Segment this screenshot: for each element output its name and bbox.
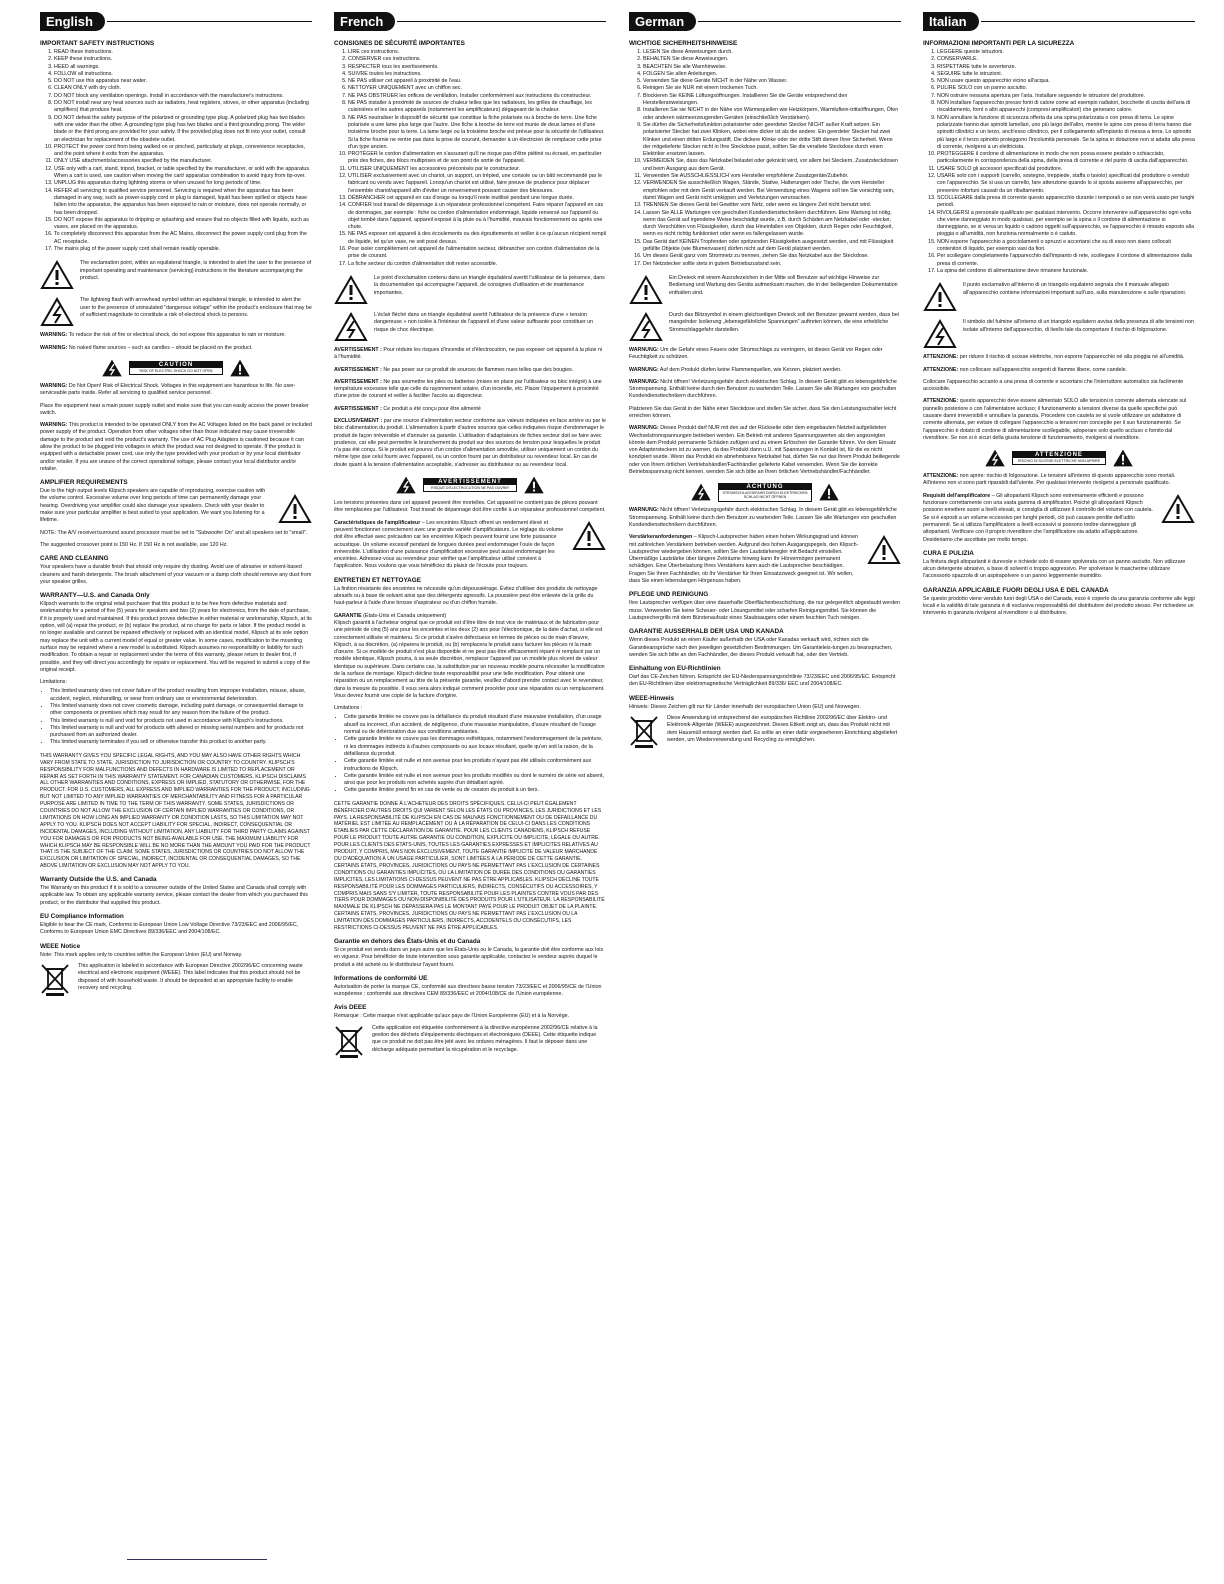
list-item: 13. TRENNEN Sie dieses Gerät bei Gewitter vom Netz, oder wenn es längere Zeit nicht benutzt wird. — [643, 202, 901, 209]
exclamation-triangle-icon — [629, 275, 663, 305]
exclamation-triangle-icon — [229, 358, 251, 378]
column-german — [629, 10, 901, 1570]
safety-title: INFORMAZIONI IMPORTANTI PER LA SICUREZZA — [923, 40, 1075, 47]
list-item: 11. USARE SOLO gli accessori specificati dal produttore. — [937, 166, 1195, 173]
lightning-notice — [334, 312, 606, 342]
warranty-text: Klipsch warrants to the original retail purchaser that this product is to be free from defective materials and workmanship for a period of five (5) years for speakers and two (2) years for electronics, from the date of purchase, if it is properly used and maintained. If this product proves defective in either material or workmanship, Klipsch, at its option, will (a) repair the product, or (b) replace the product, at no charge for parts or labor. If the product model is no longer available and cannot be repaired effectively or replaced with an identical model, Klipsch at its sole option may replace the unit with a current model of equal or greater value. In some cases, modification to the mounting surface may be required where a new model is substituted. Klipsch assumes no responsibility or liability for such modification. To obtain a repair or replacement under the terms of this warranty, please return to dealer first, if possible, and they will direct you accordingly for repairs or replacement. You will be required to submit a copy of the original receipt. — [40, 601, 312, 673]
list-item: • Cette garantie limitée ne couvre pas la défaillance du produit résultant d'une mauvaise installation, d'un usage abusif ou incorrect, d'un accident, de négligence, d'une mauvaise manipulation, d'usure résultant de l'usage normal ou de détérioration due aux conditions ambiantes. — [344, 714, 606, 736]
list-item: 8. NE PAS installer à proximité de sources de chaleur telles que les radiateurs, les grilles de chauffage, les cuisinières et les autres appareils (notamment les amplificateurs) dégageant de la chaleur. — [348, 100, 606, 115]
lightning-text: Il simbolo del fulmine all'interno di un triangolo equilatero avvisa della presenza di alte tensioni non isolate all'interno dell'apparecchio, di livello tale da comportare il rischio di folgorazione. — [963, 319, 1194, 333]
list-item: 5. NE PAS utiliser cet appareil à proximité de l'eau. — [348, 78, 606, 85]
list-item: 12. UTILISER exclusivement avec un chariot, un support, un trépied, une console ou un bâti recommandé par le fabricant ou vendu avec l'appareil. Lorsqu'un chariot est utilisé, faire preuve de prudence pour déplacer l'ensemble chariot/appareil afin d'éviter un renversement pouvant causer des blessures. — [348, 173, 606, 195]
lightning-notice — [629, 312, 901, 342]
care-title: PFLEGE UND REINIGUNG — [629, 591, 709, 599]
list-item: • This limited warranty terminates if you sell or otherwise transfer this product to another party. — [50, 739, 312, 746]
list-item: 14. RIVOLGERSI a personale qualificato per qualsiasi intervento. Occorre intervenire sull'apparecchio ogni volta che viene danneggiato in modo qualsiasi, per esempio se la spina o il cordone di alimentazione si danneggiano, se si versa un liquido o cadono oggetti sull'apparecchio, se l'apparecchio è rimasto esposto alla pioggia o all'umidità, non funziona normalmente o è caduto. — [937, 210, 1195, 239]
list-item: 9. DO NOT defeat the safety purpose of the polarized or grounding type plug. A polarized plug has two blades with one wider than the other. A grounding type plug has two blades and a third grounding prong. The wider blade or the third prong are provided for your safety. If the provided plug does not fit into your outlet, consult an electrician for replacement of the obsolete outlet. — [54, 115, 312, 144]
caution-label — [395, 475, 545, 495]
list-item: 5. DO NOT use this apparatus near water. — [54, 78, 312, 85]
care-title: CURA E PULIZIA — [923, 549, 974, 557]
outside-warranty-title: Warranty Outside the U.S. and Canada — [40, 876, 157, 884]
list-item: 10. PROTEGGERE il cordone di alimentazione in modo che non possa essere pestato o schiacciato, particolarmente in corrispondenza della spina, della presa di corrente e del punto di uscita dall'apparecchio. — [937, 151, 1195, 166]
placement-paragraph: Collocare l'apparecchio accanto a una presa di corrente e accertarsi che l'interruttore automatico sia facilmente accessibile. — [923, 378, 1184, 393]
caution-title: AVERTISSEMENT — [424, 479, 516, 485]
caution-title: CAUTION — [130, 362, 222, 368]
column-english — [40, 10, 312, 1570]
language-header — [923, 10, 1195, 32]
exclamation-notice — [923, 282, 1195, 312]
language-tab: English — [40, 12, 105, 31]
placement-paragraph: Platzieren Sie das Gerät in der Nähe einer Steckdose und stellen Sie sicher, dass Sie den Leistungsschalter leicht erreichen können. — [629, 405, 897, 419]
list-item: 1. LESEN Sie diese Anweisungen durch. — [643, 49, 901, 56]
crossed-bin-icon — [40, 963, 70, 997]
weee-notice — [629, 715, 901, 749]
legal-paragraph: CETTE GARANTIE DONNE À L'ACHETEUR DES DROITS SPÉCIFIQUES. CELUI-CI PEUT ÉGALEMENT BÉNÉFICIER D'AUTRES DROITS QUI VARIENT SELON LES ÉTATS OU PROVINCES, LES JURIDICTIONS ET LES PAYS. LA RESPONSABILITÉ DE KLIPSCH EN CAS DE MAUVAIS FONCTIONNEMENT OU DE DÉFAILLANCE DU MATÉRIEL EST LIMITÉE AU REMPLACEMENT OU À LA RÉPARATION DE CELUI-CI DANS LES CONDITIONS ÉTABLIES PAR CETTE DÉCLARATION DE GARANTIE. POUR LES CLIENTS CANADIENS, KLIPSCH REFUSE POUR LE PRODUIT TOUTE AUTRE GARANTIE OU CONDITION, EXPLICITE OU IMPLICITE, LÉGALE OU AUTRE. POUR LES CLIENTS DES ÉTATS-UNIS, TOUTES LES GARANTIES EXPRESSES ET IMPLICITES RELATIVES AU PRODUIT, Y COMPRIS, MAIS NON EXCLUSIVEMENT, TOUTE GARANTIE IMPLICITE DE VALEUR MARCHANDE OU D'ADÉQUATION À UN USAGE PARTICULIER, SONT LIMITÉES À LA PÉRIODE DE CETTE GARANTIE. CERTAINS ÉTATS, PROVINCES, JURIDICTIONS OU PAYS NE PERMETTANT PAS L'EXCLUSION DE CERTAINES CONDITIONS OU GARANTIES IMPLICITES, OU LA LIMITATION DE DURÉE DES CONDITIONS OU GARANTIES IMPLICITES, LES LIMITATIONS CI-DESSUS PEUVENT NE PAS ÊTRE APPLICABLES. KLIPSCH DÉCLINE TOUTE RESPONSABILITÉ POUR LES DOMMAGES PARTICULIERS, INDIRECTS, CONSÉCUTIFS OU ACCESSOIRES, Y COMPRIS MAIS SANS S'Y LIMITER, TOUTE RESPONSABILITÉ POUR LES PLAINTES CONTRE VOUS PAR DES TIERS POUR DOMMAGES OU NON-DISPONIBILITÉ DES PRODUITS POUR L'UTILISATEUR. LA RESPONSABILITÉ MAXIMALE DE KLIPSCH NE DÉPASSERA PAS LE MONTANT PAYÉ POUR LE PRODUIT OBJET DE LA PLAINTE. CERTAINS ÉTATS, PROVINCES, JURIDICTIONS OU PAYS NE PERMETTANT PAS L'EXCLUSION OU LA LIMITATION DES DOMMAGES PARTICULIERS, INDIRECTS, ACCIDENTELS OU CONSÉCUTIFS, LES RESTRICTIONS CI-DESSUS PEUVENT NE PAS ÊTRE APPLICABLES. — [334, 800, 605, 932]
footer-rule — [127, 1559, 267, 1560]
safety-instructions — [40, 49, 312, 253]
list-item: 2. CONSERVER ces instructions. — [348, 56, 606, 63]
list-item: 1. LEGGERE queste istruzioni. — [937, 49, 1195, 56]
outside-warranty-title: Garantie en dehors des États-Unis et du Canada — [334, 937, 481, 945]
list-item: 7. NON ostruire nessuna apertura per l'aria. Installare seguendo le istruzioni del produttore. — [937, 93, 1195, 100]
weee-notice — [334, 1025, 606, 1059]
weee-intro: Note: This mark applies only to countries within the European Union (EU) and Norway. — [40, 951, 243, 958]
care-text: Your speakers have a durable finish that should only require dry dusting. Avoid use of abrasive or solvent-based cleaners and harsh detergents. The brush attachment of your vacuum or a damp cloth should remove any dust from your speaker grilles. — [40, 564, 312, 585]
warranty-text: Wenn dieses Produkt an einen Käufer außerhalb der USA oder Kanadas verkauft wird, richten sich die Garantieansprüche nach den jeweiligen gesetzlichen Bestimmungen. Um Garantieleis-tungen zu beanspruchen, wenden Sie sich bitte an den Fachhändler, der dieses Produkt verkauft hat, oder den Vertrieb. — [629, 637, 893, 658]
lightning-triangle-icon — [40, 297, 74, 327]
list-item: 17. The mains plug of the power supply cord shall remain readily operable. — [54, 246, 312, 253]
caution-subtitle: RISK OF ELECTRIC SHOCK DO NOT OPEN — [139, 368, 213, 373]
warranty-title: WARRANTY—U.S. and Canada Only — [40, 592, 150, 600]
list-item: 14. REFER all servicing to qualified service personnel. Servicing is required when the apparatus has been damaged in any way, such as power-supply cord or plug is damaged, liquid has been spilled or objects have fallen into the apparatus, the apparatus has been exposed to rain or moisture, does not operate normally, or has been dropped. — [54, 188, 312, 217]
list-item: 10. PROTECT the power cord from being walked on or pinched, particularly at plugs, convenience receptacles, and the point where it exits from the apparatus. — [54, 144, 312, 159]
exclamation-notice — [334, 275, 606, 305]
caution-subtitle: RISQUE D'ÉLECTROCUTION NE PAS OUVRIR — [431, 485, 509, 490]
list-item: 15. NON esporre l'apparecchio a gocciolamenti o spruzzi e accertarsi che su di esso non siano collocati contenitori di liquido, per esempio vasi da fiori. — [937, 239, 1195, 254]
list-item: 4. FOLLOW all instructions. — [54, 71, 312, 78]
list-item: 14. Lassen Sie ALLE Wartungen von geschulten Kundendiensttechnikern durchführen. Eine Wartung ist nötig, wenn das Gerät auf irgendeine Weise beschädigt wurde, z.B. durch Schäden am Netzkabel oder -stecker, durch Verschütten von Flüssigkeiten, durch das Hineinfallen von Objekten, durch Regen oder Feuchtigkeit, wenn es nicht richtig funktioniert oder wenn es fallengelassen wurde. — [643, 210, 901, 239]
amp-text: Requisiti dell'amplificatore – Gli altoparlanti Klipsch sono estremamente efficienti e possono funzionare correttamente con una vasta gamma di amplificatori. Poiché gli altoparlanti Klipsch possono emettere suoni a livelli elevati, si consiglia di utilizzare il controllo del volume con cautela. Se si è esposti a un volume eccessivo per lunghi periodi, ciò può causare perdite dell'udito permanenti. Se si utilizza l'amplificatore a livelli eccessivi si possono inoltre danneggiare gli altoparlanti. Verificare con il proprio rivenditore che l'amplificatore sia adatto all'applicazione. Desideriamo che ascoltiate per molto tempo. — [923, 492, 1153, 543]
language-header — [334, 10, 606, 32]
weee-text: Diese Anwendung ist entsprechend der europäischen Richtlinie 2002/96/EC über Elektro- und Elektronik-Altgeräte (WEEE) ausgezeichnet. Dieses Etikett zeigt an, dass das Produkt nicht mit dem Hausmüll entsorgt werden darf. Es sollte an einer dafür vorgesehenen Einrichtung abgeliefert werden, um Wiederverwendung und Recycling zu ermöglichen. — [667, 715, 898, 743]
list-item: • This limited warranty is null and void for products with altered or missing serial numbers and for products not purchased from an authorized dealer. — [50, 725, 312, 740]
exclamation-text: Il punto esclamativo all'interno di un triangolo equilatero segnala che il manuale allegato all'apparecchio contiene informazioni importanti sull'uso, sulla manutenzione e sulle riparazioni. — [963, 282, 1187, 296]
limitations-title: Limitations : — [334, 705, 363, 712]
safety-instructions — [923, 49, 1195, 275]
amp-section — [334, 515, 606, 571]
lightning-text: L'éclair fléché dans un triangle équilatéral avertit l'utilisateur de la présence d'une « tension dangereuse » non isolée à l'intérieur de l'appareil et d'une valeur suffisante pour constituer un risque de choc électrique. — [374, 311, 594, 333]
exclamation-text: Ein Dreieck mit einem Ausrufezeichen in der Mitte soll Benutzer auf wichtige Hinweise zur Bedienung und Wartung des Geräts aufmerksam machen, die in der beiliegenden Dokumentation enthalten sind. — [669, 274, 898, 296]
amp-section — [923, 488, 1195, 544]
list-item: • This limited warranty does not cover failure of the product resulting from improper installation, misuse, abuse, accident, neglect, mishandling, or wear from ordinary use or environmental deterioration. — [50, 688, 312, 703]
list-item: 3. RESPECTER tous les avertissements. — [348, 64, 606, 71]
list-item: 15. DO NOT expose this apparatus to dripping or splashing and ensure that no objects filled with liquids, such as vases, are placed on the apparatus. — [54, 217, 312, 232]
list-item: 13. UNPLUG this apparatus during lightning storms or when unused for long periods of time. — [54, 180, 312, 187]
amp-section — [40, 488, 312, 524]
list-item: 10. VERMEIDEN Sie, dass das Netzkabel belastet oder geknickt wird, vor allem bei Steckern, Zusatzsteckdosen und beim Ausgang aus dem Gerät. — [643, 158, 901, 173]
outside-warranty-text: Si ce produit est vendu dans un pays autre que les États-Unis ou le Canada, la garantie doit être conforme aux lois en vigueur. Pour bénéficier de toute intervention sous garantie applicable, contactez le vendeur auprès duquel le produit a été acheté ou le distributeur l'ayant fourni. — [334, 946, 604, 968]
lightning-notice — [40, 297, 312, 327]
lightning-triangle-icon — [923, 319, 957, 349]
caution-label — [101, 358, 251, 378]
weee-intro: Remarque : Cette marque n'est applicable qu'aux pays de l'Union Européenne (EU) et à la Norvège. — [334, 1013, 570, 1020]
warning-paragraph: AVERTISSEMENT : Ce produit a été conçu pour être alimenté — [334, 405, 481, 412]
lightning-triangle-icon — [395, 475, 417, 495]
list-item: 2. BEHALTEN Sie diese Anweisungen. — [643, 56, 901, 63]
list-item: 16. Per scollegare completamente l'apparecchio dall'impianto di rete, scollegare il cordone di alimentazione dalla presa di corrente. — [937, 253, 1195, 268]
caution-title: ACHTUNG — [719, 484, 811, 490]
eu-title: EU Compliance Information — [40, 913, 124, 921]
list-item: 10. PROTÉGER le cordon d'alimentation en s'assurant qu'il ne risque pas d'être piétiné ou écrasé, en particulier près des fiches, des blocs multiprises et de son point de sortie de l'appareil. — [348, 151, 606, 166]
list-item: 16. To completely disconnect this apparatus from the AC Mains, disconnect the power supply cord plug from the AC receptacle. — [54, 231, 312, 246]
caution-subtitle: STROMSCHLAGGEFAHR DURCH ELEKTRISCHEN SCHLAG NICHT ÖFFNEN — [722, 490, 808, 500]
lightning-notice — [923, 319, 1195, 349]
warning-paragraph: WARNING: No naked flame sources – such as candles – should be placed on the product. — [40, 344, 253, 351]
warning-paragraph: WARNUNG: Auf dem Produkt dürfen keine Flammenquellen, wie Kerzen, platziert werden. — [629, 366, 842, 373]
list-item: 11. ONLY USE attachments/accessories specified by the manufacturer. — [54, 158, 312, 165]
safety-title: IMPORTANT SAFETY INSTRUCTIONS — [40, 40, 155, 47]
lightning-triangle-icon — [334, 312, 368, 342]
header-rule — [397, 21, 606, 22]
language-tab: French — [334, 12, 395, 31]
lightning-triangle-icon — [984, 448, 1006, 468]
exclamation-triangle-icon — [1161, 494, 1195, 524]
safety-title: CONSIGNES DE SÉCURITÉ IMPORTANTES — [334, 40, 465, 47]
column-italian — [923, 10, 1195, 1570]
list-item: 1. READ these instructions. — [54, 49, 312, 56]
safety-instructions — [334, 49, 606, 268]
care-text: La finition résistante des enceintes ne nécessite qu'un dépoussiérage. Évitez d'utiliser des produits de nettoyage abrasifs ou à base de solvant ainsi que des détergents agressifs. La poussière peut être enlevée de la grille du haut-parleur à l'aide d'une brosse d'aspirateur ou d'un chiffon humide. — [334, 585, 598, 607]
safety-instructions — [629, 49, 901, 268]
list-item: 6. CLEAN ONLY with dry cloth. — [54, 85, 312, 92]
care-title: CARE AND CLEANING — [40, 555, 109, 563]
list-item: 8. NON installare l'apparecchio presso fonti di calore come ad esempio radiatori, bocchette di uscita dell'aria di riscaldamento, forni o altri apparecchi (compresi amplificatori) che generano calore. — [937, 100, 1195, 115]
list-item: 1. LIRE ces instructions. — [348, 49, 606, 56]
language-header — [629, 10, 901, 32]
list-item: 9. NON annullare la funzione di sicurezza offerta da una spina polarizzata o con presa di terra. Le spine polarizzate hanno due spinotti lamellari, uno più largo dell'altro, mentre le spine con presa di terra hanno due spinotti cilindrici e un terzo, anch'esso cilindrico, per il collegamento all'impianto di messa a terra. Lo spinotto più largo e il terzo spinotto proteggono l'incolumità personale. Se la spina in dotazione non si adatta alla presa di corrente, rivolgersi a un elettricista. — [937, 115, 1195, 151]
list-item: 6. PULIRE SOLO con un panno asciutto. — [937, 85, 1195, 92]
list-item: • Cette garantie limitée est nulle et non avenue pour les produits modifiés ou dont le numéro de série est absent, ainsi que pour les produits non achetés auprès d'un détaillant agréé. — [344, 773, 606, 788]
list-item: 12. USARE solo con i supporti (carrello, sostegno, treppiede, staffa o tavolo) specificati dal produttore o venduti con l'apparecchio. Se si usa un carrello, fare attenzione quando lo si sposta assieme all'apparecchio, per prevenire infortuni causati da un ribaltamento. — [937, 173, 1195, 195]
weee-title: WEEE Notice — [40, 942, 81, 950]
list-item: 11. Verwenden Sie AUSSCHLIESSLICH vom Hersteller empfohlene Zusatzgeräte/Zubehör. — [643, 173, 901, 180]
exclamation-triangle-icon — [923, 282, 957, 312]
crossed-bin-icon — [334, 1025, 364, 1059]
list-item: 5. NON usare questo apparecchio vicino all'acqua. — [937, 78, 1195, 85]
list-item: 17. La fiche secteur du cordon d'alimentation doit rester accessible. — [348, 261, 606, 268]
safety-title: WICHTIGE SICHERHEITSHINWEISE — [629, 40, 738, 47]
lightning-triangle-icon — [690, 482, 712, 502]
exclamation-triangle-icon — [1112, 448, 1134, 468]
exclamation-notice — [40, 260, 312, 290]
lightning-text: The lightning flash with arrowhead symbol within an equilateral triangle, is intended to alert the user to the presence of uninsulated "dangerous voltage" within the product's enclosure that may be of sufficient magnitude to constitute a risk of electrical shock to persons. — [80, 297, 312, 318]
language-tab: German — [629, 12, 696, 31]
warning-paragraph: WARNUNG: Um die Gefahr eines Feuers oder Stromschlags zu verringern, ist dieses Gerät vor Regen oder Feuchtigkeit zu schützen. — [629, 346, 883, 361]
list-item: • This limited warranty is null and void for products not used in accordance with Klipsch's instructions. — [50, 718, 312, 725]
lightning-triangle-icon — [101, 358, 123, 378]
warning-paragraph: AVERTISSEMENT : Ne pas poser sur ce produit de sources de flammes nues telles que des bougies. — [334, 366, 574, 373]
care-text: Ihre Lautsprecher verfügen über eine dauerhafte Oberflächenbeschichtung, die nur gelegentlich abgestaubt werden muss. Verwenden Sie keine Scheuer- oder Lösungsmittel oder scharfen Reinigungsmittel. Sie können die Lautsprechergrills mit dem Bürstenaufsatz eines Staubsaugers oder einem feuchten Tuch reinigen. — [629, 600, 900, 621]
limitations-list — [40, 688, 312, 746]
list-item: • Cette garantie limitée est nulle et non avenue pour les produits n'ayant pas été utilisés conformément aux instructions de Klipsch. — [344, 758, 606, 773]
warning-paragraph: WARNUNG: Nicht öffnen! Verletzungsgefahr durch elektrischen Schlag. In diesem Gerät gibt es lebensgefährliche Stromspannung. Enthält keine durch den Benutzer zu wartenden Teile. Lassen Sie alle Wartungen von geschulten Kundendiensttechnikern durchführen. — [629, 378, 897, 400]
eu-text: Eligible to bear the CE mark, Conforms to European Union Low Voltage Directive 73/23/EEC and 2006/95/EC, Conforms to European Union EMC Directives 89/336/EEC and 2004/108/EC. — [40, 922, 299, 936]
caution-label — [984, 448, 1134, 468]
list-item: 12. VERWENDEN Sie ausschließlich Wagen, Stände, Stative, Halterungen oder Tische, die vom Hersteller empfohlen oder mit dem Gerät verkauft werden. Bei Verwendung eines Wagens soll ten Sie vorsichtig sein, damit Wagen und Gerät nicht umkippen und Verletzungen verursachen. — [643, 180, 901, 202]
caution-label — [690, 482, 840, 502]
limitations-title: Limitations: — [40, 679, 67, 686]
list-item: 2. CONSERVARLE. — [937, 56, 1195, 63]
warranty-text: Se questo prodotto viene venduto fuori degli USA o del Canada, esso è coperto da una garanzia conforme alle leggi locali e la validità di tale garanzia è di esclusiva responsabilità del distributore del prodotto stesso. Per richiedere un intervento in garanzia rivolgersi al rivenditore o al distributore. — [923, 595, 1195, 617]
warning-paragraph: AVERTISSEMENT : Pour réduire les risques d'incendie et d'électrocution, ne pas exposer cet appareil à la pluie ni à l'humidité. — [334, 346, 603, 361]
list-item: 7. NE PAS OBSTRUER les orifices de ventilation. Installer conformément aux instructions du constructeur. — [348, 93, 606, 100]
exclamation-notice — [629, 275, 901, 305]
list-item: 9. NE PAS neutraliser le dispositif de sécurité que constitue la fiche polarisée ou à broche de terre. Une fiche polarisée a une lame plus large que l'autre. Une fiche à broche de terre est munie de deux lames et d'une troisième broche pour la terre. La lame large ou la troisième broche est prévue pour la sécurité de l'utilisateur. Si la fiche fournie ne rentre pas dans la prise de courant, demander à un électricien de remplacer cette prise d'un type ancien. — [348, 115, 606, 151]
amp-text: Due to the high output levels Klipsch speakers are capable of reproducing, exercise caution with the volume control. Excessive volume over long periods of time can permanently damage your hearing. Overdriving your amplifier could also damage your speakers. Check with your dealer to make sure your particular amplifier is best suited to your application. We want you listening for a lifetime. — [40, 488, 266, 524]
exclamation-triangle-icon — [334, 275, 368, 305]
column-french — [334, 10, 606, 1570]
warning-paragraph: WARNUNG: Dieses Produkt darf NUR mit den auf der Rückseite oder dem eingebauten Netzteil aufgelisteten Wechselstromspannungen betrieben werden. Ein Betrieb mit anderen Spannungswerten als den angezeigten könnte dem Produkt permanente Schäden zufügen und zu einem Erlöschen der Garantie führen. Vor dem Einsatz von Adaptersteckern ist zu warnen, da das Produkt dann u.U. mit Spannungen in Kontakt ist, für die es nicht konzipiert wurde. Wenn das Produkt ein abnehmbares Netzkabel hat, dürfen Sie nur das Ihrem Produkt beiliegende oder von Ihrem örtlichen Vertriebshändler/Fachhändler gelieferte Kabel verwenden. Wenn Sie die korrekte Betriebsspannung nicht kennen, wenden Sie sich bitte an Ihren örtlichen Vertriebshändler/Fachhändler. — [629, 425, 900, 476]
warning-paragraph: WARNING: This product is intended to be operated ONLY from the AC Voltages listed on the back panel or included power supply of the product. Operation from other voltages other than those indicated may cause irreversible damage to the product and void the product's warranty. The use of AC Plug Adapters is cautioned because it can allow the product to be plugged into voltages in which the product was not designed to operate. If the product is equipped with a detachable power cord, use only the type provided with your product or by your local distributor and/or retailer. If you are unsure of the correct operational voltage, please contact your local distributor and/or retailer. — [40, 422, 312, 472]
list-item: • This limited warranty does not cover cosmetic damage, including paint damage, or consequential damage to other components or premises which may result for any reason from the failure of the product. — [50, 703, 312, 718]
warning-paragraph: WARNUNG: Nicht öffnen! Verletzungsgefahr durch elektrischen Schlag. In diesem Gerät gibt es lebensgefährliche Stromspannung. Enthält keine durch den Benutzer zu wartenden Teile. Lassen Sie alle Wartungen von geschulten Kundendiensttechnikern durchführen. — [629, 507, 897, 528]
list-item: 6. Reinigen Sie sie NUR mit einem trockenen Tuch. — [643, 85, 901, 92]
list-item: 4. SEGUIRE tutte le istruzioni. — [937, 71, 1195, 78]
crossover-paragraph: The suggested crossover point is 150 Hz. If 150 Hz is not available, use 120 Hz. — [40, 541, 228, 548]
language-header — [40, 10, 312, 32]
amp-title: AMPLIFIER REQUIREMENTS — [40, 479, 128, 487]
list-item: 17. La spina del cordone di alimentazione deve rimanere funzionale. — [937, 268, 1195, 275]
eu-title: Informations de conformité UE — [334, 974, 428, 982]
care-title: ENTRETIEN ET NETTOYAGE — [334, 576, 421, 584]
language-tab: Italian — [923, 12, 979, 31]
list-item: 7. DO NOT block any ventilation openings. Install in accordance with the manufacturer's instructions. — [54, 93, 312, 100]
warranty-paragraph: GARANTIE (États-Unis et Canada uniquement) Klipsch garantit à l'acheteur original que ce produit est d'être libre de tout vice de matériaux et de fabrication pour une période de cinq (5) ans pour les enceintes et les deux (2) ans pour l'électronique, de la date d'achat, si elle est correctement utilisée et maintenu. Si ce produit s'avère défectueux en termes de pièces ou de main d'œuvre, Klipsch, à sa discrétion, (a) réparera le produit, ou (b) remplacera le produit sans facturer les pièces ni la main d'œuvre. Si ce modèle de produit n'est plus disponible et ne peut pas être efficacement réparé ni remplacé par un modèle identique, Klipsch pourra, à sa seule discrétion, remplacer l'appareil par un modèle plus récent de valeur identique ou supérieure. Dans certains cas, la substitution par un nouveau modèle pourra nécessiter la modification de la surface de montage. Klipsch décline toute responsabilité pour une telle modification. Pour obtenir une réparation ou un remplacement au titre de la présente garantie, veuillez d'abord prendre contact avec le revendeur, dans la mesure du possible. Il vous sera alors indiqué comment procéder pour une réparation ou un remplacement. Vous devrez fournir une copie de la facture d'origine. — [334, 612, 605, 699]
amp-text: Verstärkeranforderungen – Klipsch-Lautsprecher haben einen hohen Wirkungsgrad und können mit zahlreichen Verstärkern betrieben werden. Aufgrund des hohen Ausgangspegels, den Klipsch-Lautsprecher wiedergeben können, sollten Sie den Lautstärkeregler mit Bedacht einstellen. Übermäßige Lautstärke über längere Zeiträume hinweg kann Ihr Hörvermögen permanent schädigen. Eine Überbelastung Ihres Verstärkers kann auch die Lautsprecher beschädigen. Fragen Sie Ihren Fachhändler, ob Ihr Verstärker für Ihren Einsatzzweck geeignet ist. Wir wollen, dass Sie einen lebenslangen Hörgenuss haben. — [629, 534, 859, 585]
list-item: 9. Sie dürfen die Sicherheitsfunktion polarisierter oder geerdeter Stecker NICHT außer Kraft setzen. Ein polarisierter Stecker hat zwei Klinken, wobei eine dicker ist als die andere. Ein geerdeter Stecker hat zwei Klinken und einen dritten Erdungsstift. Die dickere Klinke oder der dritte Stift dienen Ihrer Sicherheit. Wenn der mitgelieferte Stecker nicht in Ihre Steckdose passt, sollten Sie die veraltete Steckdose durch einen Elektriker ersetzen lassen. — [643, 122, 901, 158]
warning-paragraph: ATTENZIONE: per ridurre il rischio di scosse elettriche, non esporre l'apparecchio né alla pioggia né all'umidità. — [923, 354, 1185, 361]
warning-paragraph: ATTENZIONE: non aprire: rischio di folgorazione. Le tensioni all'interno di questo apparecchio sono mortali. All'interno non vi sono parti riparabili dall'utente. Per qualsiasi intervento rivolgersi a personale qualificato. — [923, 473, 1176, 487]
warning-paragraph: EXCLUSIVEMENT : par une source d'alimentation secteur conforme aux valeurs indiquées en face arrière ou par le bloc d'alimentation du produit. L'alimentation à partir d'autres sources que celles indiquées risque d'endommager le produit de façon irréversible et d'annuler sa garantie. L'utilisation d'adaptateurs de fiches secteur doit se faire avec prudence, car elle peut permettre le branchement du produit sur des sources de tension pour lesquelles le produit n'a pas été conçu. Si le produit est pourvu d'un cordon d'alimentation amovible, utiliser uniquement un cordon du même type que celui fourni avec l'appareil, ou un cordon fourni par un distributeur ou revendeur local. En cas de doute quant à la tension d'alimentation acceptable, s'adresser au distributeur ou au revendeur local. — [334, 417, 606, 468]
list-item: 16. Um dieses Gerät ganz vom Stromnetz zu trennen, ziehen Sie das Netzkabel aus der Steckdose. — [643, 253, 901, 260]
list-item: 11. UTILISER UNIQUEMENT les accessoires préconisés par le constructeur. — [348, 166, 606, 173]
warning-paragraph: WARNING: To reduce the risk of fire or electrical shock, do not expose this apparatus to rain or moisture. — [40, 332, 286, 339]
list-item: 5. Verwenden Sie diese Geräte NICHT in der Nähe von Wasser. — [643, 78, 901, 85]
warning-paragraph: WARNING: Do Not Open! Risk of Electrical Shock. Voltages in this equipment are hazardous to life. No user-serviceable parts inside. Refer all servicing to qualified service personnel. — [40, 382, 296, 397]
list-item: 6. NETTOYER UNIQUEMENT avec un chiffon sec. — [348, 85, 606, 92]
list-item: 12. USE only with a cart, stand, tripod, bracket, or table specified by the manufacturer, or sold with the apparatus. When a cart is used, use caution when moving the cart/ apparatus combination to avoid injury from tip-over. — [54, 166, 312, 181]
warranty-title: GARANTIE AUSSERHALB DER USA UND KANADA — [629, 628, 784, 636]
exclamation-triangle-icon — [867, 535, 901, 565]
list-item: • Cette garantie limitée prend fin en cas de vente ou de cession du produit à un tiers. — [344, 787, 606, 794]
exclamation-triangle-icon — [818, 482, 840, 502]
lightning-text: Durch das Blitzsymbol in einem gleichseitigen Dreieck soll der Benutzer gewarnt werden, dass bei mangelnder Isolierung „lebensgefährliche Spannungen" auftreten können, die eine erhebliche Stromschlaggefahr darstellen. — [669, 311, 899, 333]
exclamation-text: The exclamation point, within an equilateral triangle, is intended to alert the user to the presence of important operating and maintenance (servicing) instructions in the literature accompanying the product. — [80, 260, 312, 281]
warning-paragraph: ATTENZIONE: questo apparecchio deve essere alimentato SOLO alle tensioni in corrente alternata elencate sul pannello posteriore o con l'alimentatore accluso; il funzionamento a tensioni diverse da quelle specifiche può causare danni irreversibili e annullare la garanzia. Procedere con cautela se si vuole utilizzare un adattatore di corrente alternata, per evitare di collegare l'apparecchio a tensioni non concepite per il suo funzionamento. Se l'apparecchio è dotato di cordone di alimentazione scollegabile, adoperare solo quello accluso o fornito dal rivenditore. Se non si è sicuri della giusta tensione di funzionamento, rivolgersi al rivenditore. — [923, 398, 1187, 441]
list-item: 17. Der Netzstecker sollte stets in gutem Betriebszustand sein. — [643, 261, 901, 268]
list-item: 7. Blockieren Sie KEINE Lüftungsöffnungen. Installieren Sie die Geräte entsprechend den Herstelleranweisungen. — [643, 93, 901, 108]
list-item: 13. SCOLLEGARE dalla presa di corrente questo apparecchio durante i temporali o se non verrà usato per lunghi periodi. — [937, 195, 1195, 210]
list-item: 15. NE PAS exposer cet appareil à des écoulements ou des égouttements et veiller à ce qu'aucun récipient rempli de liquide, tel qu'un vase, ne soit posé dessus. — [348, 231, 606, 246]
list-item: 15. Das Gerät darf KEINEN Tropfenden oder spritzenden Flüssigkeiten ausgesetzt werden, und mit Flüssigkeit gefüllte Objekte (wie Blumenvasen) dürfen nicht auf dem Gerät platziert werden. — [643, 239, 901, 254]
warning-paragraph: ATTENZIONE: non collocare sull'apparecchio sorgenti di fiamme libere, come candele. — [923, 366, 1128, 373]
caution-subtitle: RISCHIO DI SCOSSE ELETTRICHE NON APRIRE — [1017, 458, 1101, 463]
weee-notice — [40, 963, 312, 997]
list-item: 16. Pour isoler complètement cet appareil de l'alimentation secteur, débrancher son cordon d'alimentation de la prise de courant. — [348, 246, 606, 261]
exclamation-text: Le point d'exclamation contenu dans un triangle équilatéral avertit l'utilisateur de la présence, dans la documentation qui accompagne l'appareil, de consignes d'utilisation et de maintenance importantes. — [374, 274, 605, 296]
weee-title: Avis DEEE — [334, 1004, 367, 1012]
header-rule — [698, 21, 901, 22]
weee-intro: Hinweis: Dieses Zeichen gilt nur für Länder innerhalb der europäischen Union (EU) und Norwegen. — [629, 703, 861, 710]
mains-paragraph: Place the equipment near a main power supply outlet and make sure that you can easily access the power breaker switch. — [40, 402, 309, 416]
weee-text: Cette application est étiquetée conformément à la directive européenne 2002/96/CE relative à la gestion des déchets d'équipements électriques et électroniques (DEEE). Cette étiquette indique que ce produit ne doit pas être jeté avec les ordures ménagères. Il faut le déposer dans une décharge adéquate permettant la récupération et le recyclage. — [372, 1024, 598, 1053]
list-item: 3. HEED all warnings. — [54, 64, 312, 71]
weee-title: WEEE-Hinweis — [629, 694, 675, 702]
tension-paragraph: Les tensions présentes dans cet appareil peuvent être mortelles. Cet appareil ne contient pas de pièces pouvant être remplacées par l'utilisateur. Tout travail de dépannage doit être confié à un réparateur professionnel compétent. — [334, 500, 606, 514]
list-item: 8. DO NOT install near any heat sources such as radiators, heat registers, stoves, or other apparatus (including amplifiers) that produce heat. — [54, 100, 312, 115]
list-item: 4. SUIVRE toutes les instructions. — [348, 71, 606, 78]
lightning-triangle-icon — [629, 312, 663, 342]
list-item: 4. FOLGEN Sie allen Anleitungen. — [643, 71, 901, 78]
amp-section — [629, 529, 901, 585]
limitations-list — [334, 714, 606, 794]
header-rule — [981, 21, 1195, 22]
eu-title: Einhaltung von EU-Richtlinien — [629, 665, 721, 673]
list-item: 14. CONFIER tout travail de dépannage à un réparateur professionnel compétent. Faire réparer l'appareil en cas de dommages, par exemple : fiche ou cordon d'alimentation endommagé, liquide renversé sur l'appareil ou objet tombé dans l'appareil, appareil exposé à la pluie ou à l'humidité, mauvais fonctionnement ou après une chute. — [348, 202, 606, 231]
care-text: La finitura degli altoparlanti è durevole e richiede solo di essere spolverata con un panno asciutto. Non utilizzare alcun detergente abrasivo, a base di solventi o troppo aggressivo. Per spolverare le mascherine utilizzare l'accessorio spazzola di un aspirapolvere o un panno leggermente inumidito. — [923, 558, 1186, 580]
list-item: 13. DÉBRANCHER cet appareil en cas d'orage ou lorsqu'il reste inutilisé pendant une longue durée. — [348, 195, 606, 202]
eu-text: Darf das CE-Zeichen führen. Entspricht der EU-Niederspannungsrichtlinie 73/23/EEC und 2006/95/EC. Entspricht den EU-Richtlinien über elektromagnetische Verträglichkeit 89/336/ EEC und 2004/108/EC. — [629, 674, 896, 688]
note-paragraph: NOTE: The A/V receiver/surround sound processor must be set to "Subwoofer On" and all speakers set to "small". — [40, 529, 308, 536]
exclamation-triangle-icon — [278, 494, 312, 524]
outside-warranty-text: The Warranty on this product if it is sold to a consumer outside of the United States and Canada shall comply with applicable law. To obtain any applicable warranty service, please contact the dealer from which you purchased this product, or the distributor that supplied this product. — [40, 885, 308, 906]
header-rule — [107, 21, 312, 22]
list-item: 3. RISPETTARE tutte le avvertenze. — [937, 64, 1195, 71]
exclamation-triangle-icon — [523, 475, 545, 495]
legal-paragraph: THIS WARRANTY GIVES YOU SPECIFIC LEGAL RIGHTS, AND YOU MAY ALSO HAVE OTHER RIGHTS WHICH VARY FROM STATE TO STATE, JURISDICTION TO JURISDICTION OR COUNTRY TO COUNTRY. KLIPSCH'S RESPONSIBILITY FOR MALFUNCTIONS AND DEFECTS IN HARDWARE IS LIMITED TO REPLACEMENT OR REPAIR AS SET FORTH IN THIS WARRANTY STATEMENT. FOR CANADIAN CUSTOMERS, KLIPSCH DISCLAIMS ALL OTHER WARRANTIES AND CONDITIONS, EXPRESS OR IMPLIED, STATUTORY OR OTHERWISE, FOR THE PRODUCT. FOR U.S. CUSTOMERS, ALL EXPRESS AND IMPLIED WARRANTIES FOR THE PRODUCT, INCLUDING BUT NOT LIMITED TO ANY IMPLIED WARRANTIES OF MERCHANTABILITY AND FITNESS FOR A PARTICULAR PURPOSE ARE LIMITED IN TIME TO THE TERM OF THIS WARRANTY. SOME STATES, JURISDICTIONS OR COUNTRIES DO NOT ALLOW THE EXCLUSION OF CERTAIN IMPLIED WARRANTIES OR CONDITIONS, OR LIMITATIONS ON HOW LONG AN IMPLIED WARRANTY OR CONDITION LASTS, SO THIS LIMITATION MAY NOT APPLY TO YOU. KLIPSCH DOES NOT ACCEPT LIABILITY FOR SPECIAL, INDIRECT, CONSEQUENTIAL OR INCIDENTAL DAMAGES, INCLUDING WITHOUT LIMITATION, ANY LIABILITY FOR THIRD PARTY CLAIMS AGAINST YOU FOR DAMAGES OR FOR PRODUCTS NOT BEING AVAILABLE FOR USE. THE MAXIMUM LIABILITY FOR WHICH KLIPSCH MAY BE RESPONSIBLE WILL BE NO MORE THAN THE AMOUNT YOU PAID FOR THE PRODUCT THAT IS THE SUBJECT OF THE CLAIM. SOME STATES, JURISDICTIONS OR COUNTRIES DO NOT ALLOW THE EXCLUSION OR LIMITATION OF SPECIAL, INDIRECT, INCIDENTAL OR CONSEQUENTIAL DAMAGES, SO THE ABOVE LIMITATION OR EXCLUSION MAY NOT APPLY TO YOU. — [40, 752, 311, 870]
weee-text: This application is labeled in accordance with European Directive 2002/96/EC concerning waste electrical and electronic equipment (WEEE). This label indicates that this product should not be disposed of with household waste. It should be deposited at an appropriate facility to enable recovery and recycling. — [78, 962, 303, 991]
crossed-bin-icon — [629, 715, 659, 749]
list-item: 8. Installieren Sie sie NICHT in der Nähe von Wärmequellen wie Heizkörpern, Warmluftein-trittsöffnungen, Öfen oder anderen wärmeerzeugenden Geräten (einschließlich Verstärkern). — [643, 107, 901, 122]
caution-title: ATTENZIONE — [1013, 452, 1105, 458]
amp-text: Caractéristiques de l'amplificateur – Les enceintes Klipsch offrent un rendement élevé et peuvent fonctionner correctement avec une grande variété d'amplificateurs. Le réglage du volume doit être effectué avec précaution car les enceintes Klipsch peuvent fournir une forte puissance acoustique. Un volume excessif pendant de longues durées peut endommager l'ouïe de façon irréversible. L'utilisation d'une puissance d'amplification excessive peut aussi endommager les enceintes. Adressez-vous au revendeur pour vérifier que l'amplificateur utilisé convient à l'application. Nous voulons que vous bénéficiez du plaisir de l'écoute pour toujours. — [334, 519, 564, 570]
list-item: • Cette garantie limitée ne couvre pas les dommages esthétiques, notamment l'endommagement de la peinture, ni les dommages indirects à d'autres composants ou aux locaux résultant, quelle qu'en soit la raison, de la défaillance du produit. — [344, 736, 606, 758]
list-item: 2. KEEP these instructions. — [54, 56, 312, 63]
list-item: 3. BEACHTEN Sie alle Warnhinweise. — [643, 64, 901, 71]
exclamation-triangle-icon — [40, 260, 74, 290]
warranty-title: GARANZIA APPLICABILE FUORI DEGLI USA E DEL CANADA — [923, 586, 1109, 594]
eu-text: Autorisation de porter la marque CE, conformité aux directives basse tension 73/23/EEC et 2006/95/CE de l'Union européenne ; conformité aux directives CEM 89/336/EEC et 2004/108/CE de l'Union européenne. — [334, 983, 602, 998]
exclamation-triangle-icon — [572, 521, 606, 551]
warning-paragraph: AVERTISSEMENT : Ne pas soumettre les piles ou batteries (mises en place par l'utilisateur ou bloc intégré) à une température excessive telle que celle du rayonnement solaire, d'un incendie, etc. Placer l'équipement à proximité d'une prise de courant et veiller à faciliter l'accès au disjoncteur. — [334, 378, 602, 400]
